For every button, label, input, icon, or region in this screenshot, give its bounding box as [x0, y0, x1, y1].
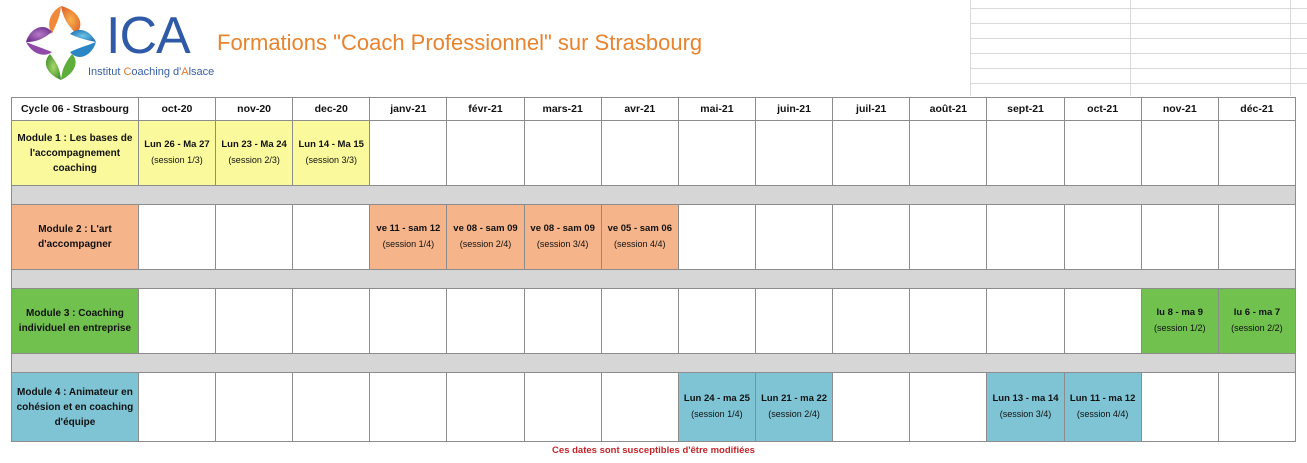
- empty-cell: [138, 373, 215, 442]
- empty-cell: [910, 373, 987, 442]
- module-label: Module 4 : Animateur en cohésion et en coaching d'équipe: [12, 373, 139, 442]
- spacer-cell: [12, 354, 1296, 373]
- session-cell: [138, 121, 215, 186]
- session-number: (session 3/4): [536, 239, 589, 249]
- month-header: févr-21: [447, 98, 524, 121]
- empty-cell: [1141, 373, 1218, 442]
- empty-cell: [987, 121, 1064, 186]
- ica-logo: [18, 2, 218, 82]
- empty-cell: [910, 121, 987, 186]
- session-number: (session 4/4): [614, 239, 666, 249]
- spacer-cell: [12, 270, 1296, 289]
- module-label: Module 3 : Coaching individuel en entreprise: [12, 289, 139, 354]
- session-number: (session 2/4): [768, 409, 820, 419]
- empty-cell: [216, 205, 293, 270]
- module-row-2: [12, 205, 1296, 270]
- session-number: (session 1/2): [1154, 323, 1206, 333]
- session-number: (session 3/3): [305, 155, 357, 165]
- session-cell: [678, 373, 755, 442]
- month-header: juin-21: [756, 98, 833, 121]
- month-header-row: [12, 98, 1296, 121]
- month-header: nov-21: [1141, 98, 1218, 121]
- empty-cell: [678, 289, 755, 354]
- empty-cell: [216, 289, 293, 354]
- empty-cell: [447, 289, 524, 354]
- session-cell: [524, 205, 601, 270]
- session-dates: Lun 21 - ma 22: [761, 393, 828, 404]
- empty-cell: [678, 121, 755, 186]
- session-cell: [601, 205, 678, 270]
- month-header: sept-21: [987, 98, 1064, 121]
- session-number: (session 1/4): [382, 239, 435, 249]
- empty-cell: [370, 373, 447, 442]
- module-row-1: [12, 121, 1296, 186]
- empty-cell: [138, 289, 215, 354]
- empty-cell: [756, 121, 833, 186]
- session-cell: [370, 205, 447, 270]
- month-header: dec-20: [293, 98, 370, 121]
- empty-cell: [678, 205, 755, 270]
- empty-cell: [447, 373, 524, 442]
- month-header: mars-21: [524, 98, 601, 121]
- session-dates: Lun 26 - Ma 27: [144, 139, 210, 150]
- empty-cell: [910, 205, 987, 270]
- empty-cell: [293, 289, 370, 354]
- session-dates: lu 6 - ma 7: [1233, 307, 1281, 318]
- empty-cell: [601, 289, 678, 354]
- session-number: (session 1/4): [691, 409, 743, 419]
- empty-cell: [1218, 205, 1295, 270]
- page-title: Formations "Coach Professionnel" sur Strasbourg: [217, 30, 703, 55]
- month-header: mai-21: [678, 98, 755, 121]
- spacer-cell: [12, 186, 1296, 205]
- empty-cell: [1218, 373, 1295, 442]
- month-header: oct-20: [138, 98, 215, 121]
- empty-cell: [293, 205, 370, 270]
- empty-cell: [216, 373, 293, 442]
- empty-cell: [833, 121, 910, 186]
- session-dates: lu 8 - ma 9: [1156, 307, 1203, 318]
- month-header: août-21: [910, 98, 987, 121]
- training-schedule-table: [11, 97, 1296, 442]
- session-cell: [987, 373, 1064, 442]
- empty-cell: [756, 205, 833, 270]
- session-number: (session 2/3): [228, 155, 280, 165]
- empty-cell: [138, 205, 215, 270]
- empty-cell: [1141, 205, 1218, 270]
- empty-cell: [601, 121, 678, 186]
- empty-cell: [524, 373, 601, 442]
- session-dates: ve 08 - sam 09: [530, 223, 595, 234]
- session-number: (session 4/4): [1076, 409, 1129, 419]
- session-cell: [1064, 373, 1141, 442]
- session-dates: ve 08 - sam 09: [453, 223, 518, 234]
- empty-cell: [833, 205, 910, 270]
- session-number: (session 2/4): [459, 239, 512, 249]
- empty-cell: [756, 289, 833, 354]
- session-dates: Lun 11 - ma 12: [1069, 393, 1136, 404]
- spacer-row: [12, 354, 1296, 373]
- session-dates: ve 11 - sam 12: [376, 223, 441, 234]
- session-dates: ve 05 - sam 06: [607, 223, 672, 234]
- session-number: (session 2/2): [1231, 323, 1283, 333]
- empty-cell: [910, 289, 987, 354]
- month-header: juil-21: [833, 98, 910, 121]
- empty-cell: [524, 289, 601, 354]
- ica-logo-text: ICA: [106, 7, 190, 65]
- empty-cell: [833, 373, 910, 442]
- ica-logo-subtitle: Institut Coaching d'Alsace: [88, 66, 215, 78]
- module-row-4: [12, 373, 1296, 442]
- empty-cell: [1141, 121, 1218, 186]
- module-label: Module 2 : L'art d'accompagner: [12, 205, 139, 270]
- session-number: (session 3/4): [999, 409, 1052, 419]
- spacer-row: [12, 186, 1296, 205]
- empty-cell: [1218, 121, 1295, 186]
- empty-cell: [1064, 121, 1141, 186]
- month-header: avr-21: [601, 98, 678, 121]
- module-label: Module 1 : Les bases de l'accompagnement coaching: [12, 121, 139, 186]
- session-number: (session 1/3): [151, 155, 203, 165]
- empty-cell: [447, 121, 524, 186]
- empty-cell: [987, 205, 1064, 270]
- session-cell: [756, 373, 833, 442]
- module-row-3: [12, 289, 1296, 354]
- session-dates: Lun 14 - Ma 15: [298, 139, 364, 150]
- empty-cell: [524, 121, 601, 186]
- spreadsheet-gridlines: [970, 0, 1307, 96]
- disclaimer-note: Ces dates sont susceptibles d'être modifiées: [552, 445, 755, 456]
- session-cell: [447, 205, 524, 270]
- cycle-label: Cycle 06 - Strasbourg: [12, 98, 139, 121]
- session-cell: [1141, 289, 1218, 354]
- empty-cell: [370, 121, 447, 186]
- empty-cell: [293, 373, 370, 442]
- empty-cell: [833, 289, 910, 354]
- empty-cell: [987, 289, 1064, 354]
- empty-cell: [1064, 205, 1141, 270]
- session-dates: Lun 23 - Ma 24: [221, 139, 287, 150]
- empty-cell: [601, 373, 678, 442]
- empty-cell: [370, 289, 447, 354]
- empty-cell: [1064, 289, 1141, 354]
- session-cell: [1218, 289, 1295, 354]
- month-header: nov-20: [216, 98, 293, 121]
- spacer-row: [12, 270, 1296, 289]
- month-header: janv-21: [370, 98, 447, 121]
- session-cell: [293, 121, 370, 186]
- session-dates: Lun 24 - ma 25: [683, 393, 750, 404]
- month-header: déc-21: [1218, 98, 1295, 121]
- session-cell: [216, 121, 293, 186]
- session-dates: Lun 13 - ma 14: [992, 393, 1059, 404]
- month-header: oct-21: [1064, 98, 1141, 121]
